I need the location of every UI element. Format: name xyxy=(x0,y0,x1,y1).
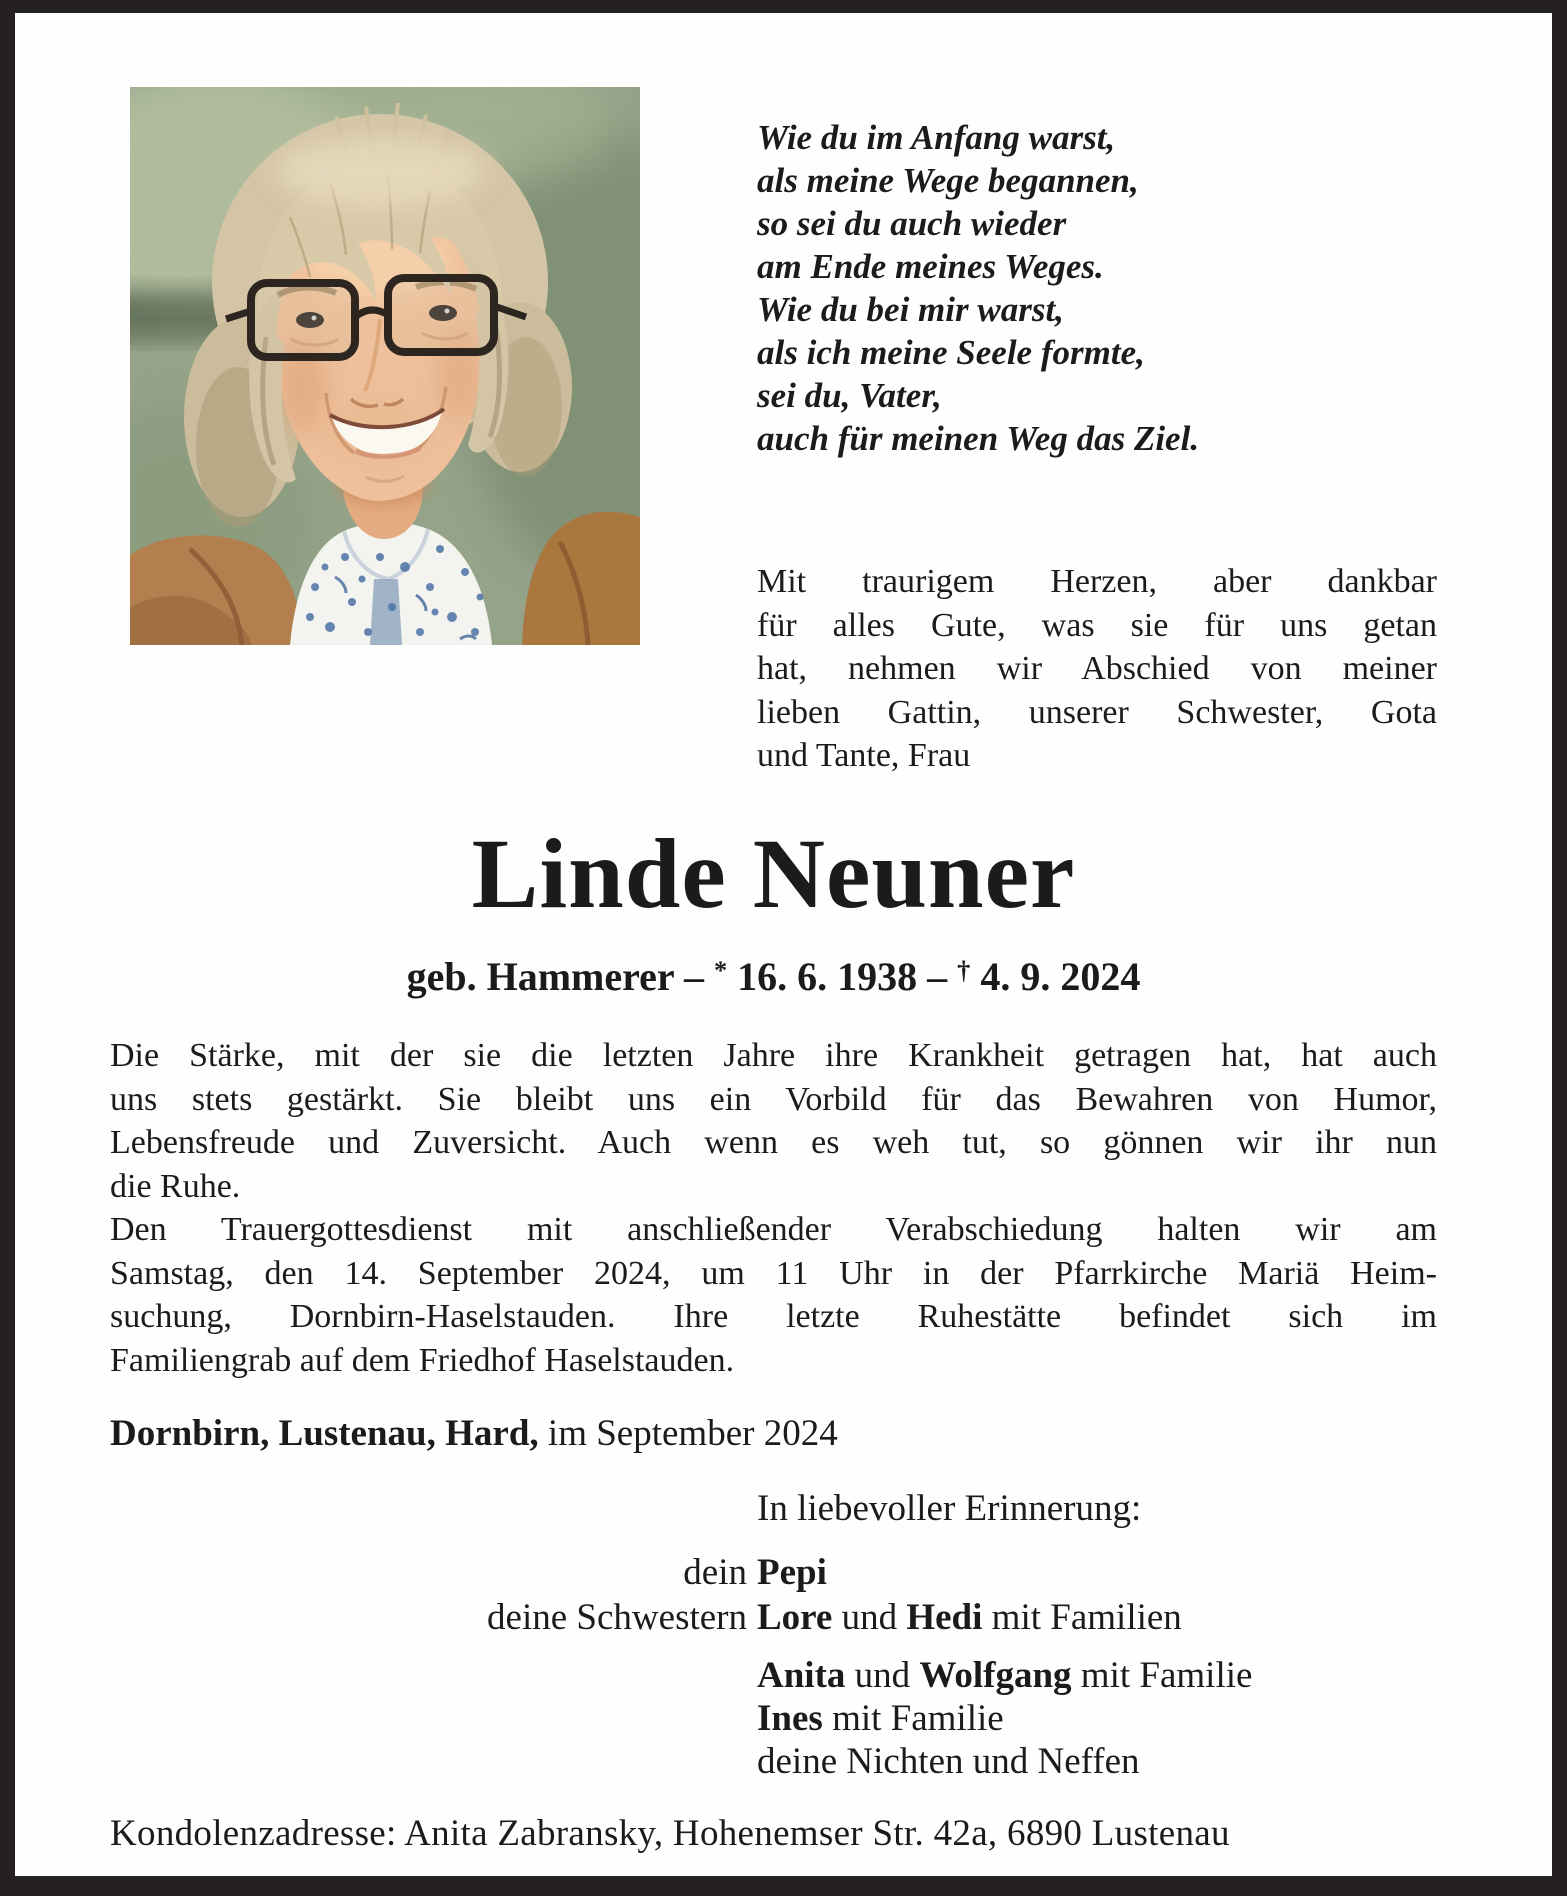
text-line: als meine Wege begannen, xyxy=(757,161,1139,200)
memorial-row-prefix: deine Schwestern xyxy=(487,1597,747,1638)
text-line: suchung, Dornbirn-Haselstauden. Ihre letzte Ruhestätte befindet sich im xyxy=(110,1298,1437,1335)
text-line: Die Stärke, mit der sie die letzten Jahre ihre Krankheit getragen hat, hat auch xyxy=(110,1037,1437,1074)
text-segment: † xyxy=(957,955,971,985)
text-line: sei du, Vater, xyxy=(757,376,942,415)
text-segment: und xyxy=(832,1597,907,1638)
text-line: Mit traurigem Herzen, aber dankbar xyxy=(757,563,1437,600)
text-segment: 4. 9. 2024 xyxy=(970,954,1141,1000)
text-line: Wie du im Anfang warst, xyxy=(757,118,1116,157)
text-line: so sei du auch wieder xyxy=(757,204,1067,243)
text-segment: mit Familien xyxy=(982,1597,1182,1638)
text-segment: mit Familie xyxy=(822,1698,1004,1739)
text-segment: und xyxy=(845,1655,920,1696)
memorial-row-prefix: dein xyxy=(683,1552,747,1593)
text-segment: mit Familie xyxy=(1071,1655,1253,1696)
text-line: lieben Gattin, unserer Schwester, Gota xyxy=(757,693,1437,731)
text-segment: Wolfgang xyxy=(919,1655,1072,1696)
condolence-address: Kondolenzadresse: Anita Zabransky, Hohenemser Str. 42a, 6890 Lustenau xyxy=(110,1813,1230,1854)
text-line: die Ruhe. xyxy=(110,1167,241,1205)
text-line: Samstag, den 14. September 2024, um 11 Uhr in der Pfarrkirche Mariä Heim- xyxy=(110,1254,1437,1292)
text-line: uns stets gestärkt. Sie bleibt uns ein Vorbild für das Bewahren von Humor, xyxy=(110,1080,1437,1118)
text-segment: geb. Hammerer – xyxy=(406,954,714,1000)
text-line: Wie du bei mir warst, xyxy=(757,290,1064,329)
text-line: am Ende meines Weges. xyxy=(757,247,1104,286)
text-segment: Ines xyxy=(757,1698,823,1739)
text-segment: 16. 6. 1938 – xyxy=(727,954,958,1000)
deceased-name: Linde Neuner xyxy=(471,818,1076,929)
text-line: hat, nehmen wir Abschied von meiner xyxy=(757,650,1437,687)
text-line: als ich meine Seele formte, xyxy=(757,333,1145,372)
text-segment: im September 2024 xyxy=(538,1413,838,1454)
text-line: Lebensfreude und Zuversicht. Auch wenn es weh tut, so gönnen wir ihr nun xyxy=(110,1124,1437,1161)
text-segment: Dornbirn, Lustenau, Hard, xyxy=(110,1413,539,1454)
text-segment: Anita xyxy=(757,1655,846,1696)
text-line: für alles Gute, was sie für uns getan xyxy=(757,606,1437,644)
text-line: und Tante, Frau xyxy=(757,737,971,774)
text-line: auch für meinen Weg das Ziel. xyxy=(757,419,1200,458)
text-line: Familiengrab auf dem Friedhof Haselstauden. xyxy=(110,1341,735,1379)
text-segment: * xyxy=(713,955,728,985)
text-line: Den Trauergottesdienst mit anschließender Verabschiedung halten wir am xyxy=(110,1211,1437,1248)
text-segment: Pepi xyxy=(757,1552,827,1593)
memorial-heading: In liebevoller Erinnerung: xyxy=(757,1488,1142,1529)
text-segment: Lore xyxy=(757,1597,833,1638)
text-segment: Hedi xyxy=(906,1597,983,1638)
text-segment: deine Nichten und Neffen xyxy=(757,1741,1140,1782)
